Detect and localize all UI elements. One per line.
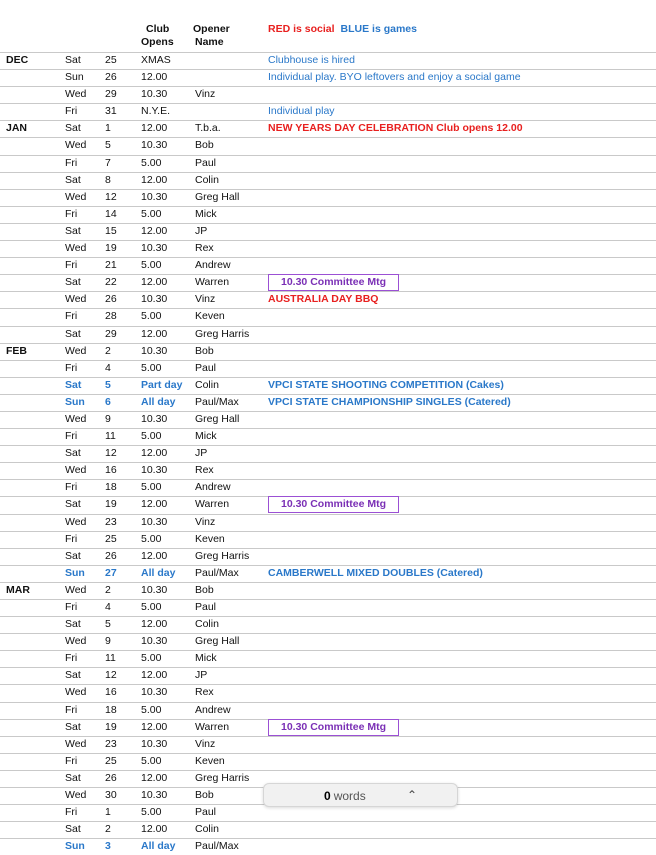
row-day: Sat	[65, 173, 81, 186]
table-row	[0, 565, 656, 582]
table-row	[0, 445, 656, 462]
row-date: 23	[105, 737, 117, 750]
row-date: 5	[105, 378, 111, 391]
row-opens: 12.00	[141, 823, 168, 836]
row-opens: 12.00	[141, 549, 168, 562]
row-opens: 5.00	[141, 259, 162, 272]
table-row	[0, 291, 656, 308]
row-day: Wed	[65, 635, 87, 648]
row-opener: Keven	[195, 532, 225, 545]
row-opener: Rex	[195, 464, 214, 477]
row-opener: Paul	[195, 156, 217, 169]
row-date: 25	[105, 532, 117, 545]
row-day: Sat	[65, 327, 81, 340]
row-opens: 12.00	[141, 122, 168, 135]
row-opens: Part day	[141, 378, 183, 391]
row-day: Sat	[65, 276, 81, 289]
row-opener: Bob	[195, 789, 214, 802]
row-opens: 10.30	[141, 88, 168, 101]
row-opener: Vinz	[195, 515, 216, 528]
row-opens: 12.00	[141, 327, 168, 340]
row-date: 2	[105, 344, 111, 357]
table-row	[0, 548, 656, 565]
row-note: AUSTRALIA DAY BBQ	[268, 293, 379, 306]
row-day: Sat	[65, 720, 81, 733]
row-opens: 12.00	[141, 447, 168, 460]
word-count-value: 0	[324, 789, 331, 803]
column-header-club-line1: Club	[146, 23, 170, 35]
row-note: NEW YEARS DAY CELEBRATION Club opens 12.00	[268, 122, 523, 135]
row-opener: Greg Harris	[195, 549, 250, 562]
row-day: Wed	[65, 344, 87, 357]
row-day: Sat	[65, 54, 81, 66]
row-opener: JP	[195, 669, 208, 682]
row-day: Fri	[65, 601, 78, 613]
row-opens: 10.30	[141, 344, 168, 357]
row-day: Sat	[65, 498, 81, 511]
row-opener: Rex	[195, 242, 214, 255]
row-date: 16	[105, 686, 117, 699]
table-row	[0, 496, 656, 513]
row-date: 5	[105, 618, 111, 631]
row-note: Individual play. BYO leftovers and enjoy a social game	[268, 71, 521, 84]
row-opens: 12.00	[141, 498, 168, 511]
table-row	[0, 616, 656, 633]
row-day: Fri	[65, 156, 78, 169]
row-date: 15	[105, 224, 117, 237]
row-opener: Greg Hall	[195, 412, 240, 425]
row-note: Individual play	[268, 105, 335, 118]
row-opener: Bob	[195, 583, 214, 596]
row-opens: 10.30	[141, 190, 168, 203]
row-opener: Rex	[195, 686, 214, 699]
row-opens: 12.00	[141, 224, 168, 237]
row-opener: Mick	[195, 430, 217, 443]
row-opener: JP	[195, 224, 208, 237]
table-row	[0, 702, 656, 719]
legend-blue: BLUE is games	[340, 23, 417, 35]
row-opens: 5.00	[141, 310, 162, 323]
row-date: 9	[105, 412, 111, 425]
row-day: Fri	[65, 105, 78, 118]
table-row	[0, 377, 656, 394]
row-opener: Paul/Max	[195, 395, 239, 408]
row-note: VPCI STATE SHOOTING COMPETITION (Cakes)	[268, 378, 504, 391]
table-row	[0, 838, 656, 855]
table-row	[0, 684, 656, 701]
row-date: 18	[105, 481, 117, 494]
row-opens: 12.00	[141, 71, 168, 84]
row-opens: 10.30	[141, 686, 168, 699]
table-row	[0, 479, 656, 496]
row-date: 31	[105, 105, 117, 118]
row-month: FEB	[6, 344, 27, 357]
row-date: 29	[105, 327, 117, 340]
row-date: 11	[105, 430, 116, 443]
row-day: Wed	[65, 88, 87, 101]
row-opens: All day	[141, 395, 176, 408]
row-opener: Greg Hall	[195, 635, 240, 648]
word-count	[324, 789, 366, 803]
row-opener: Bob	[195, 344, 214, 357]
row-opener: Colin	[195, 823, 219, 836]
column-header-opener-line2: Name	[195, 36, 224, 48]
row-opens: 5.00	[141, 430, 162, 443]
row-date: 4	[105, 601, 111, 613]
row-opener: T.b.a.	[195, 122, 221, 135]
row-opener: Andrew	[195, 481, 231, 494]
table-row	[0, 155, 656, 172]
row-day: Wed	[65, 789, 87, 802]
row-opens: 10.30	[141, 583, 168, 596]
row-date: 30	[105, 789, 117, 802]
row-date: 26	[105, 293, 117, 306]
table-row	[0, 223, 656, 240]
table-row	[0, 736, 656, 753]
table-row	[0, 172, 656, 189]
row-opener: Greg Harris	[195, 771, 250, 784]
row-opener: Paul	[195, 601, 217, 613]
row-opens: 5.00	[141, 481, 162, 494]
table-row	[0, 103, 656, 120]
row-date: 26	[105, 549, 117, 562]
column-header-club	[141, 23, 174, 49]
row-opener: Colin	[195, 378, 219, 391]
row-opens: 12.00	[141, 720, 168, 733]
row-date: 8	[105, 173, 111, 186]
row-date: 26	[105, 771, 117, 784]
row-opens: 10.30	[141, 737, 168, 750]
row-day: Wed	[65, 583, 87, 596]
table-row	[0, 411, 656, 428]
word-count-label: words	[333, 789, 366, 803]
row-date: 5	[105, 139, 111, 152]
row-opener: Vinz	[195, 88, 216, 101]
row-day: Wed	[65, 190, 87, 203]
table-row	[0, 462, 656, 479]
row-opener: Warren	[195, 720, 230, 733]
row-opens: All day	[141, 566, 176, 579]
row-opens: 5.00	[141, 361, 162, 374]
row-date: 6	[105, 395, 111, 408]
row-date: 7	[105, 156, 111, 169]
row-opener: Andrew	[195, 259, 231, 272]
row-opener: Bob	[195, 139, 214, 152]
legend-red: RED is social	[268, 23, 335, 35]
row-day: Wed	[65, 412, 87, 425]
row-date: 14	[105, 207, 117, 220]
row-date: 19	[105, 720, 117, 733]
row-opens: 12.00	[141, 669, 168, 682]
row-opener: Mick	[195, 207, 217, 220]
row-day: Fri	[65, 532, 78, 545]
row-opener: Keven	[195, 754, 225, 767]
row-opener: Paul/Max	[195, 566, 239, 579]
row-opener: Mick	[195, 652, 217, 665]
row-date: 29	[105, 88, 117, 101]
row-date: 1	[105, 122, 111, 135]
row-opener: Paul	[195, 806, 217, 819]
table-row	[0, 206, 656, 223]
row-note: VPCI STATE CHAMPIONSHIP SINGLES (Catered)	[268, 395, 511, 408]
row-date: 23	[105, 515, 117, 528]
row-opener: JP	[195, 447, 208, 460]
row-note: 10.30 Committee Mtg	[268, 496, 399, 513]
row-date: 21	[105, 259, 117, 272]
row-opens: 5.00	[141, 601, 162, 613]
row-opener: Greg Harris	[195, 327, 250, 340]
row-date: 16	[105, 464, 117, 477]
table-row	[0, 821, 656, 838]
table-row	[0, 274, 656, 291]
row-day: Fri	[65, 703, 78, 716]
table-row	[0, 360, 656, 377]
row-opener: Warren	[195, 276, 230, 289]
row-opener: Paul	[195, 361, 217, 374]
row-month: MAR	[6, 583, 30, 596]
row-day: Fri	[65, 430, 78, 443]
row-opens: All day	[141, 840, 176, 853]
row-date: 26	[105, 71, 117, 84]
table-row	[0, 667, 656, 684]
row-month: DEC	[6, 54, 29, 66]
row-note: CAMBERWELL MIXED DOUBLES (Catered)	[268, 566, 483, 579]
table-row	[0, 394, 656, 411]
row-day: Sat	[65, 618, 81, 631]
table-row	[0, 428, 656, 445]
row-opens: 5.00	[141, 754, 162, 767]
row-day: Wed	[65, 242, 87, 255]
row-note: 10.30 Committee Mtg	[268, 274, 399, 291]
row-day: Sat	[65, 378, 82, 391]
table-row	[0, 69, 656, 86]
row-date: 12	[105, 447, 117, 460]
table-row	[0, 189, 656, 206]
row-date: 19	[105, 242, 117, 255]
row-opener: Paul/Max	[195, 840, 239, 853]
row-opens: 10.30	[141, 293, 168, 306]
row-opener: Greg Hall	[195, 190, 240, 203]
row-day: Sat	[65, 771, 81, 784]
row-note: Clubhouse is hired	[268, 54, 355, 66]
row-day: Fri	[65, 806, 78, 819]
table-row	[0, 120, 656, 137]
table-row	[0, 137, 656, 154]
row-day: Wed	[65, 139, 87, 152]
column-header-opener-line1: Opener	[193, 23, 230, 35]
row-day: Sun	[65, 71, 84, 84]
row-opener: Andrew	[195, 703, 231, 716]
table-row	[0, 308, 656, 325]
row-date: 11	[105, 652, 116, 665]
row-opens: 12.00	[141, 618, 168, 631]
row-day: Sat	[65, 122, 81, 135]
row-opens: 10.30	[141, 789, 168, 802]
row-date: 22	[105, 276, 117, 289]
row-day: Sun	[65, 566, 85, 579]
row-day: Wed	[65, 515, 87, 528]
row-day: Wed	[65, 464, 87, 477]
row-opens: 10.30	[141, 515, 168, 528]
row-day: Fri	[65, 652, 78, 665]
chevron-up-icon[interactable]: ⌃	[407, 788, 418, 802]
row-date: 12	[105, 190, 117, 203]
row-date: 27	[105, 566, 117, 579]
row-day: Sat	[65, 447, 81, 460]
row-opens: 5.00	[141, 806, 162, 819]
row-opens: XMAS	[141, 54, 171, 66]
row-day: Fri	[65, 361, 78, 374]
row-opens: 10.30	[141, 139, 168, 152]
table-row	[0, 240, 656, 257]
row-day: Fri	[65, 310, 78, 323]
row-opens: N.Y.E.	[141, 105, 170, 118]
column-header-club-line2: Opens	[141, 36, 174, 48]
row-date: 1	[105, 806, 111, 819]
row-month: JAN	[6, 122, 28, 135]
row-opens: 12.00	[141, 173, 168, 186]
row-day: Wed	[65, 293, 87, 306]
row-opens: 5.00	[141, 207, 162, 220]
table-row	[0, 52, 656, 69]
row-opens: 10.30	[141, 242, 168, 255]
row-day: Wed	[65, 686, 87, 699]
table-row	[0, 326, 656, 343]
table-row	[0, 531, 656, 548]
row-opener: Colin	[195, 173, 219, 186]
row-opens: 5.00	[141, 156, 162, 169]
row-opener: Warren	[195, 498, 230, 511]
row-opener: Colin	[195, 618, 219, 631]
table-row	[0, 86, 656, 103]
row-day: Sun	[65, 840, 85, 853]
row-opens: 12.00	[141, 276, 168, 289]
row-date: 25	[105, 754, 117, 767]
row-date: 2	[105, 583, 111, 596]
row-date: 19	[105, 498, 117, 511]
table-row	[0, 257, 656, 274]
column-header-opener	[193, 23, 230, 49]
row-day: Fri	[65, 481, 78, 494]
table-row	[0, 753, 656, 770]
row-day: Wed	[65, 737, 87, 750]
row-opener: Vinz	[195, 737, 216, 750]
row-day: Fri	[65, 207, 78, 220]
table-row	[0, 514, 656, 531]
table-row	[0, 633, 656, 650]
row-date: 4	[105, 361, 111, 374]
row-date: 3	[105, 840, 111, 853]
row-day: Fri	[65, 259, 78, 272]
row-opens: 10.30	[141, 635, 168, 648]
row-opens: 10.30	[141, 412, 168, 425]
table-row	[0, 599, 656, 616]
row-day: Sun	[65, 395, 85, 408]
row-opens: 5.00	[141, 532, 162, 545]
row-date: 9	[105, 635, 111, 648]
word-count-bar[interactable]	[263, 783, 458, 807]
row-opener: Vinz	[195, 293, 216, 306]
table-row	[0, 343, 656, 360]
row-date: 12	[105, 669, 117, 682]
table-row	[0, 582, 656, 599]
schedule-table	[0, 52, 656, 855]
table-row	[0, 650, 656, 667]
row-opener: Keven	[195, 310, 225, 323]
row-opens: 5.00	[141, 652, 162, 665]
row-date: 18	[105, 703, 117, 716]
row-date: 2	[105, 823, 111, 836]
row-note: 10.30 Committee Mtg	[268, 719, 399, 736]
row-opens: 10.30	[141, 464, 168, 477]
row-date: 25	[105, 54, 117, 66]
table-row	[0, 719, 656, 736]
row-date: 28	[105, 310, 117, 323]
row-opens: 5.00	[141, 703, 162, 716]
color-legend	[268, 23, 417, 35]
row-day: Sat	[65, 823, 81, 836]
row-day: Sat	[65, 224, 81, 237]
row-opens: 12.00	[141, 771, 168, 784]
row-day: Fri	[65, 754, 78, 767]
row-day: Sat	[65, 549, 81, 562]
row-day: Sat	[65, 669, 81, 682]
